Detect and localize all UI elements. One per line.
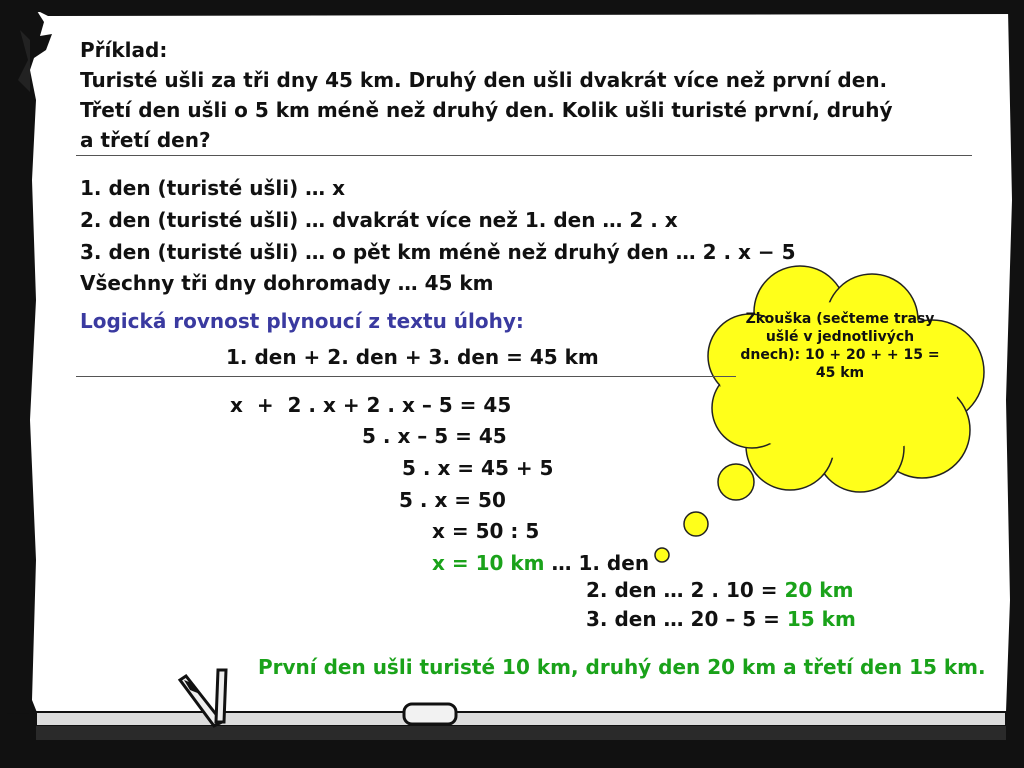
day-3-prefix: 3. den … 20 – 5 = <box>586 607 787 631</box>
problem-text-line-2: Třetí den ušli o 5 km méně než druhý den. Kolik ušli turisté první, druhý <box>80 98 893 122</box>
solution-day-3 <box>586 607 856 631</box>
solution-step-3: 5 . x = 45 + 5 <box>402 456 554 480</box>
solution-result <box>432 551 649 575</box>
problem-text-line-1: Turisté ušli za tři dny 45 km. Druhý den ušli dvakrát více než první den. <box>80 68 888 92</box>
check-cloud-text: Zkouška (sečteme trasy ušlé v jednotlivých dnech): 10 + 20 + + 15 = 45 km <box>740 311 940 381</box>
divider-line <box>76 376 736 377</box>
result-value: x = 10 km <box>432 551 545 575</box>
setup-day-1: 1. den (turisté ušli) … x <box>80 176 346 200</box>
solution-step-4: 5 . x = 50 <box>399 488 506 512</box>
solution-day-2 <box>586 578 853 602</box>
result-suffix: … 1. den <box>544 551 650 575</box>
solution-step-5: x = 50 : 5 <box>432 519 540 543</box>
solution-step-2: 5 . x – 5 = 45 <box>362 424 507 448</box>
problem-text-line-3: a třetí den? <box>80 128 211 152</box>
chalk-icon <box>160 660 250 730</box>
logic-equation: 1. den + 2. den + 3. den = 45 km <box>226 345 599 369</box>
day-2-value: 20 km <box>784 578 854 602</box>
problem-heading: Příklad: <box>80 38 168 62</box>
setup-total: Všechny tři dny dohromady … 45 km <box>80 271 494 295</box>
setup-day-2: 2. den (turisté ušli) … dvakrát více než 1. den … 2 . x <box>80 208 678 232</box>
day-3-value: 15 km <box>786 607 856 631</box>
logic-label: Logická rovnost plynoucí z textu úlohy: <box>80 309 524 333</box>
final-answer: První den ušli turisté 10 km, druhý den 20 km a třetí den 15 km. <box>258 655 986 679</box>
eraser-icon <box>400 700 460 728</box>
divider-line <box>76 155 972 156</box>
solution-step-1: x + 2 . x + 2 . x – 5 = 45 <box>230 393 512 417</box>
day-2-prefix: 2. den … 2 . 10 = <box>586 578 785 602</box>
setup-day-3: 3. den (turisté ušli) … o pět km méně než druhý den … 2 . x − 5 <box>80 240 796 264</box>
